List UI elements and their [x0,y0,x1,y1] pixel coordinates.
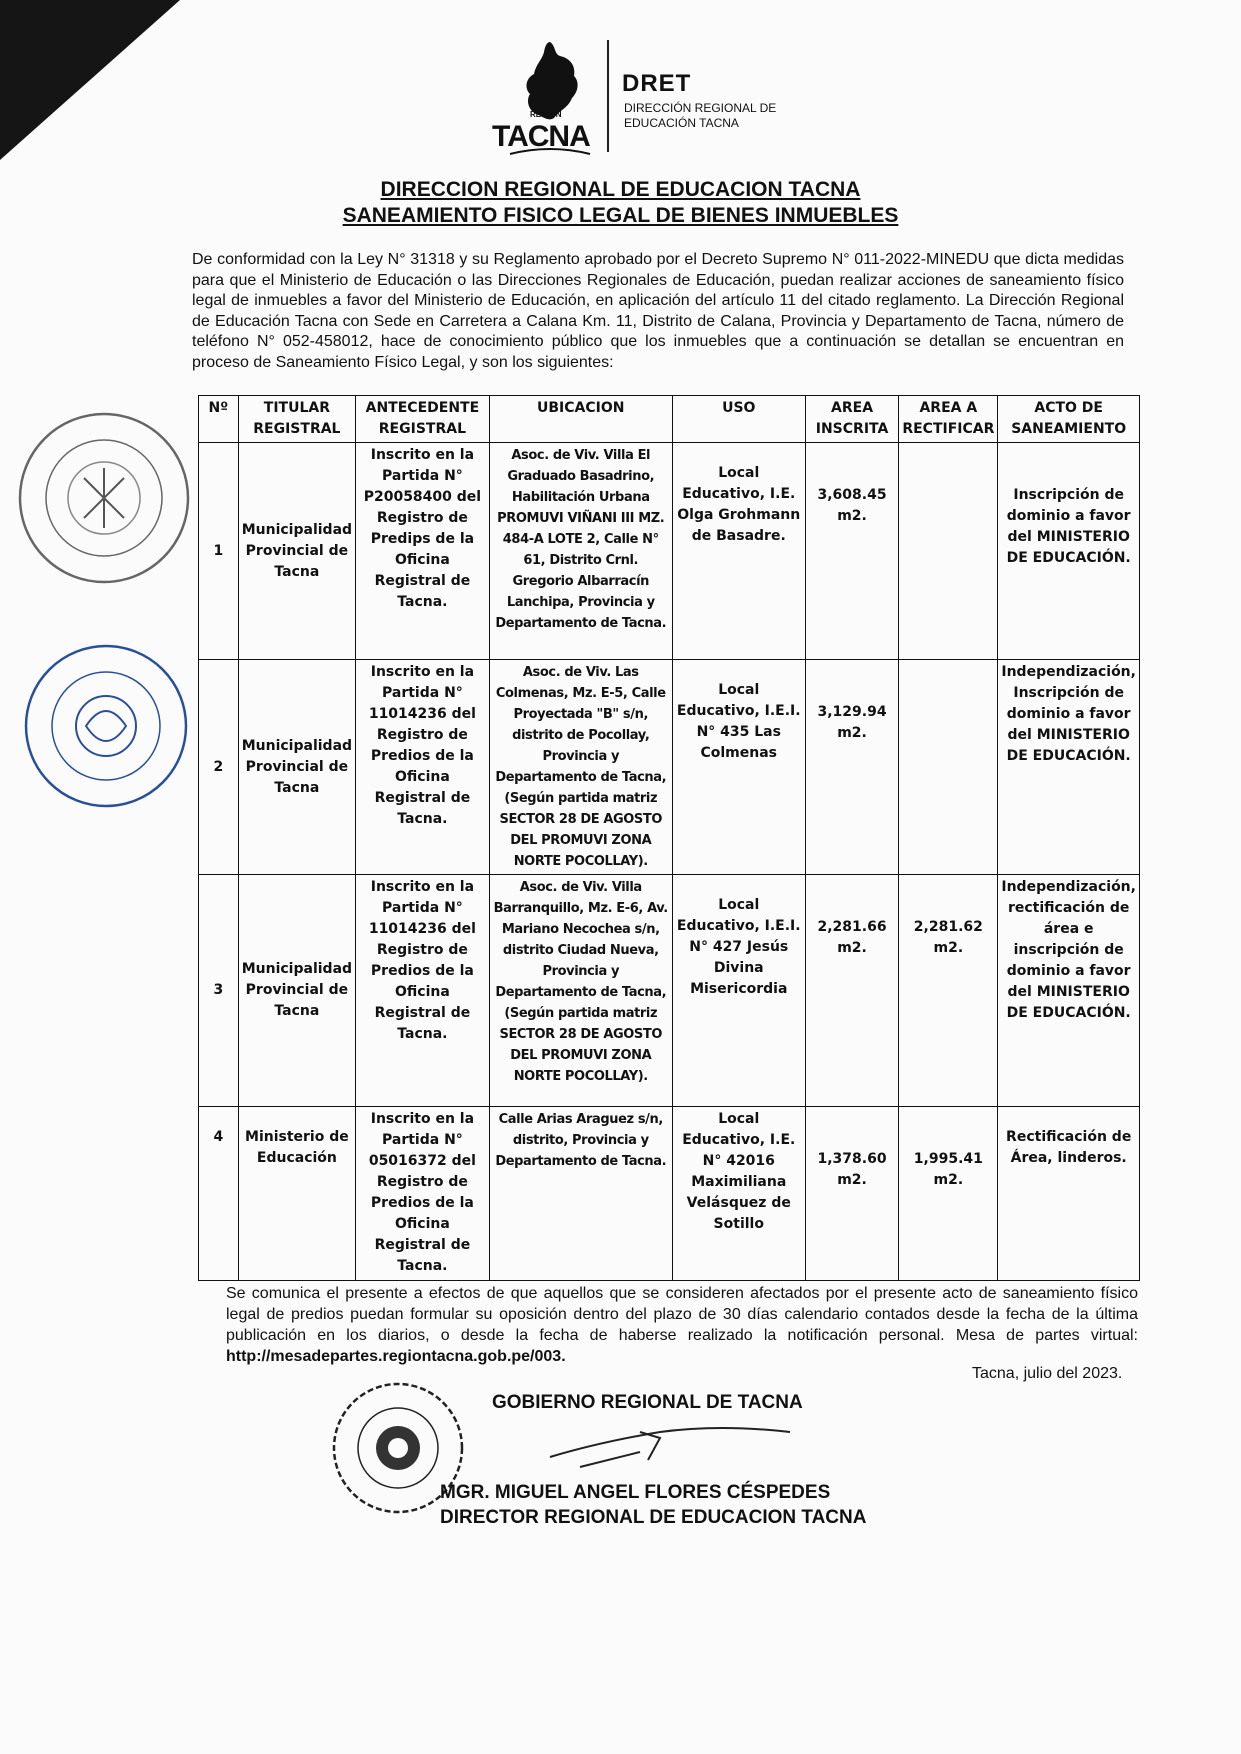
table-row [199,875,1140,1107]
row-area-rectificar [899,443,998,660]
official-title: DIRECTOR REGIONAL DE EDUCACION TACNA [440,1507,867,1528]
institutional-stamp-icon [14,408,194,588]
row-area-rectificar: 2,281.62 m2. [899,875,998,1107]
row-antecedente: Inscrito en la Partida N° 11014236 del Registro de Predios de la Oficina Registral de Tacna. [356,660,490,875]
col-header-number: Nº [199,396,239,443]
mesa-de-partes-url: http://mesadepartes.regiontacna.gob.pe/003. [226,1348,566,1365]
intro-paragraph: De conformidad con la Ley N° 31318 y su Reglamento aprobado por el Decreto Supremo N° 011-2022-MINEDU que dicta medidas para que el Ministerio de Educación o las Direcciones Regionales de Educación, puedan realizar acciones de saneamiento físico legal de inmuebles a favor del Ministerio de Educación, en aplicación del artículo 11 del citado reglamento. La Dirección Regional de Educación Tacna con Sede en Carretera a Calana Km. 11, Distrito de Calana, Provincia y Departamento de Tacna, número de teléfono N° 052-458012, hace de conocimiento público que los inmuebles que a continuación se detallan se encuentran en proceso de Saneamiento Físico Legal, y son los siguientes: [192,251,1124,371]
closing-paragraph [226,1283,1138,1367]
document-title-line-1: DIRECCION REGIONAL DE EDUCACION TACNA [380,178,861,201]
row-acto: Rectificación de Área, linderos. [998,1107,1140,1281]
col-header-uso: USO [672,396,805,443]
signature-organization: GOBIERNO REGIONAL DE TACNA [492,1392,803,1413]
col-header-ubicacion: UBICACION [489,396,672,443]
row-ubicacion: Asoc. de Viv. Villa El Graduado Basadrino, Habilitación Urbana PROMUVI VIÑANI III MZ. 484-A LOTE 2, Calle N° 61, Distrito Crnl. Gregorio Albarracín Lanchipa, Provincia y Departamento de Tacna. [489,443,672,660]
row-uso: Local Educativo, I.E.I. N° 427 Jesús Divina Misericordia [672,875,805,1107]
dret-subtitle: DIRECCIÓN REGIONAL DE EDUCACIÓN TACNA [624,101,777,130]
document-title-line-2: SANEAMIENTO FISICO LEGAL DE BIENES INMUEBLES [342,204,899,227]
row-area-inscrita: 2,281.66 m2. [805,875,899,1107]
row-titular: Municipalidad Provincial de Tacna [238,875,355,1107]
row-number: 3 [199,875,239,1107]
document-date: Tacna, julio del 2023. [972,1365,1123,1382]
row-number: 2 [199,660,239,875]
table-row [199,443,1140,660]
row-area-rectificar [899,660,998,875]
row-area-inscrita: 3,608.45 m2. [805,443,899,660]
table-header-row [199,396,1140,443]
row-acto: Independización, rectificación de área e inscripción de dominio a favor del MINISTERIO DE EDUCACIÓN. [998,875,1140,1107]
logo-tacna-label: TACNA [492,120,590,153]
table-row [199,1107,1140,1281]
row-acto: Independización, Inscripción de dominio a favor del MINISTERIO DE EDUCACIÓN. [998,660,1140,875]
logo-divider [607,40,609,152]
row-antecedente: Inscrito en la Partida N° 05016372 del Registro de Predios de la Oficina Registral de Tacna. [356,1107,490,1281]
row-ubicacion: Asoc. de Viv. Villa Barranquillo, Mz. E-6, Av. Mariano Necochea s/n, distrito Ciudad Nueva, Provincia y Departamento de Tacna, (Según partida matriz SECTOR 28 DE AGOSTO DEL PROMUVI ZONA NORTE POCOLLAY). [489,875,672,1107]
row-area-inscrita: 3,129.94 m2. [805,660,899,875]
row-area-inscrita: 1,378.60 m2. [805,1107,899,1281]
row-uso: Local Educativo, I.E. N° 42016 Maximiliana Velásquez de Sotillo [672,1107,805,1281]
col-header-area-rectificar: AREA A RECTIFICAR [899,396,998,443]
scan-shadow-corner [0,0,180,180]
row-uso: Local Educativo, I.E. Olga Grohmann de Basadre. [672,443,805,660]
infrastructure-stamp-icon [20,640,192,812]
properties-table [198,395,1140,1281]
logo-region-label: REGIÓN [530,110,562,119]
row-titular: Ministerio de Educación [238,1107,355,1281]
row-ubicacion: Calle Arias Araguez s/n, distrito, Provincia y Departamento de Tacna. [489,1107,672,1281]
handwritten-signature-icon [540,1412,800,1482]
col-header-area-inscrita: AREA INSCRITA [805,396,899,443]
row-number: 1 [199,443,239,660]
col-header-acto: ACTO DE SANEAMIENTO [998,396,1140,443]
row-acto: Inscripción de dominio a favor del MINISTERIO DE EDUCACIÓN. [998,443,1140,660]
col-header-titular: TITULAR REGISTRAL [238,396,355,443]
row-antecedente: Inscrito en la Partida N° 11014236 del Registro de Predios de la Oficina Registral de Tacna. [356,875,490,1107]
row-uso: Local Educativo, I.E.I. N° 435 Las Colmenas [672,660,805,875]
row-area-rectificar: 1,995.41 m2. [899,1107,998,1281]
row-number: 4 [199,1107,239,1281]
closing-text: Se comunica el presente a efectos de que aquellos que se consideren afectados por el presente acto de saneamiento físico legal de predios puedan formular su oposición dentro del plazo de 30 días calendario contados desde la fecha de la última publicación en los diarios, o desde la fecha de haberse realizado la notificación personal. Mesa de partes virtual: [226,1285,1138,1344]
row-ubicacion: Asoc. de Viv. Las Colmenas, Mz. E-5, Calle Proyectada "B" s/n, distrito de Pocollay, Provincia y Departamento de Tacna, (Según partida matriz SECTOR 28 DE AGOSTO DEL PROMUVI ZONA NORTE POCOLLAY). [489,660,672,875]
official-name: MGR. MIGUEL ANGEL FLORES CÉSPEDES [440,1482,831,1503]
row-titular: Municipalidad Provincial de Tacna [238,443,355,660]
col-header-antecedente: ANTECEDENTE REGISTRAL [356,396,490,443]
row-titular: Municipalidad Provincial de Tacna [238,660,355,875]
dret-acronym: DRET [622,70,692,97]
row-antecedente: Inscrito en la Partida N° P20058400 del Registro de Predips de la Oficina Registral de Tacna. [356,443,490,660]
table-row [199,660,1140,875]
